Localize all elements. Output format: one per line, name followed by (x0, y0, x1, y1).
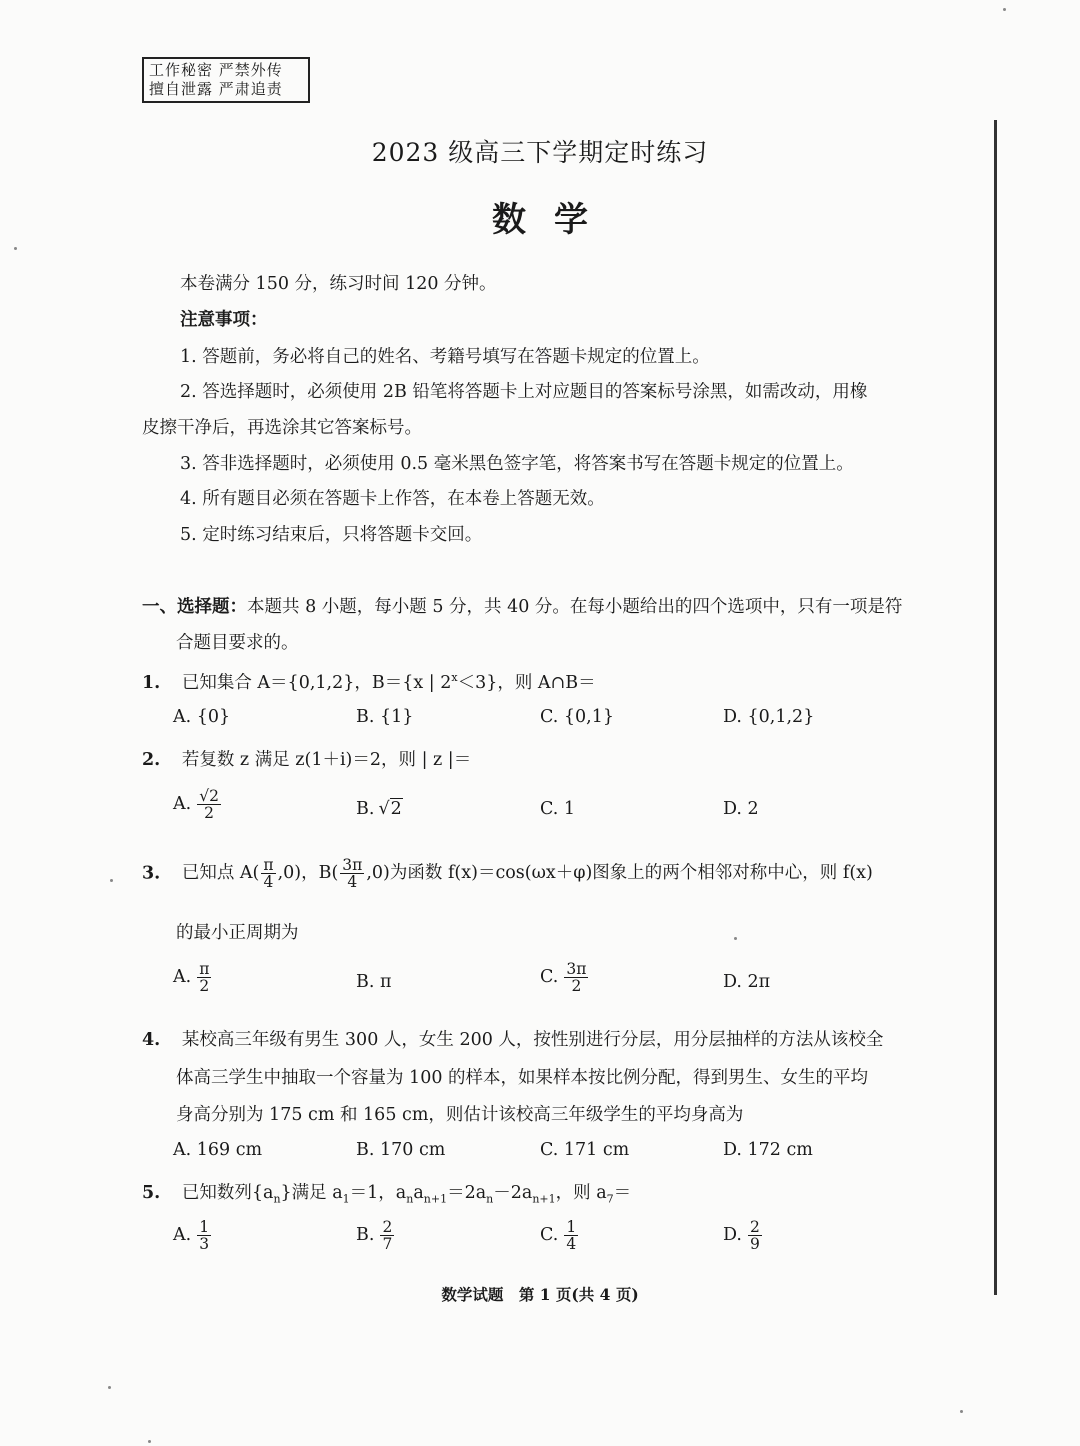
option-c: C. $\frac{3\pi}{2}$ (540, 960, 587, 996)
option-a: A. $\frac{\pi}{2}$ (173, 960, 210, 996)
scan-speck (108, 1386, 111, 1389)
question-text-line2: 体高三学生中抽取一个容量为 100 的样本，如果样本按比例分配，得到男生、女生的平均 (176, 1068, 869, 1088)
question-3 (142, 857, 873, 891)
option-a: A. $\frac{√2}{2}$ (173, 787, 219, 823)
question-5 (142, 1179, 631, 1206)
question-2 (142, 746, 471, 771)
option-d: D. $\frac{2}{9}$ (723, 1218, 760, 1254)
option-d: D. 2π (723, 972, 771, 992)
notice-item: 5. 定时练习结束后，只将答题卡交回。 (180, 525, 483, 545)
option-a: A. $\frac{1}{3}$ (173, 1218, 210, 1254)
question-number: 1. (142, 673, 161, 693)
question-4 (142, 1026, 883, 1051)
scan-speck (14, 247, 17, 250)
question-text-line3: 身高分别为 175 cm 和 165 cm，则估计该校高三年级学生的平均身高为 (176, 1105, 744, 1125)
section-desc-line2: 合题目要求的。 (176, 633, 299, 653)
score-time: 本卷满分 150 分，练习时间 120 分钟。 (180, 274, 497, 294)
option-b: B. π (356, 972, 392, 992)
question-text: 已知集合 A＝{0,1,2}，B＝{x | $2^x<3$}，则 A∩B＝ (181, 671, 596, 693)
option-b: B. $\frac{2}{7}$ (356, 1218, 393, 1254)
scan-speck (734, 937, 737, 940)
subject-title: 数学 (492, 200, 616, 240)
exam-title: 2023 级高三下学期定时练习 (371, 138, 709, 167)
question-number: 4. (142, 1030, 161, 1050)
option-d: D. {0,1,2} (723, 707, 815, 727)
section-heading (142, 593, 902, 618)
option-b: B. 170 cm (356, 1140, 446, 1160)
notice-item: 4. 所有题目必须在答题卡上作答，在本卷上答题无效。 (180, 489, 605, 509)
option-b: B. √2 (356, 799, 402, 819)
question-text: 已知数列$\{a_n\}$满足 $a_1=1$，$a_na_{n+1}=2a_n-2a_{n+1}$，则 $a_7=$ (181, 1183, 632, 1206)
scan-speck (110, 879, 113, 882)
scan-speck (1003, 8, 1006, 11)
option-d: D. 172 cm (723, 1140, 813, 1160)
question-1 (142, 669, 596, 694)
option-c: C. {0,1} (540, 707, 614, 727)
option-c: C. 171 cm (540, 1140, 630, 1160)
question-text: 若复数 z 满足 z(1＋i)＝2，则 | z |＝ (181, 750, 472, 770)
option-c: C. $\frac{1}{4}$ (540, 1218, 577, 1254)
scan-speck (148, 1440, 151, 1443)
stamp-line-2: 擅自泄露 严肃追责 (149, 80, 283, 98)
section-label: 一、选择题： (142, 597, 247, 617)
question-text: 已知点 A( $\frac{\pi}{4}$ ,0)，B( $\frac{3\pi}{4}$ ,0)为函数 f(x)＝cos(ωx＋φ)图象上的两个相邻对称中心，则 f(x) (181, 856, 873, 892)
notice-item: 2. 答选择题时，必须使用 2B 铅笔将答题卡上对应题目的答案标号涂黑，如需改动，用橡 (180, 382, 868, 402)
stamp-line-1: 工作秘密 严禁外传 (149, 61, 283, 79)
notice-heading: 注意事项： (180, 310, 268, 330)
notice-item: 皮擦干净后，再选涂其它答案标号。 (142, 418, 422, 438)
binding-rule (994, 120, 997, 1295)
confidential-stamp (142, 57, 310, 103)
option-b: B. {1} (356, 707, 414, 727)
option-c: C. 1 (540, 799, 576, 819)
question-number: 5. (142, 1183, 161, 1203)
notice-item: 3. 答非选择题时，必须使用 0.5 毫米黑色签字笔，将答案书写在答题卡规定的位置上。 (180, 454, 854, 474)
question-text: 某校高三年级有男生 300 人，女生 200 人，按性别进行分层，用分层抽样的方法从该校全 (181, 1030, 884, 1050)
question-number: 3. (142, 863, 161, 884)
question-text-line2: 的最小正周期为 (176, 923, 299, 943)
option-d: D. 2 (723, 799, 759, 819)
section-desc: 本题共 8 小题，每小题 5 分，共 40 分。在每小题给出的四个选项中，只有一项是符 (247, 597, 903, 617)
option-a: A. {0} (173, 707, 231, 727)
question-number: 2. (142, 750, 161, 770)
page-footer: 数学试题 第 1 页(共 4 页) (441, 1285, 639, 1304)
scan-speck (960, 1410, 963, 1413)
option-a: A. 169 cm (173, 1140, 263, 1160)
notice-item: 1. 答题前，务必将自己的姓名、考籍号填写在答题卡规定的位置上。 (180, 347, 710, 367)
